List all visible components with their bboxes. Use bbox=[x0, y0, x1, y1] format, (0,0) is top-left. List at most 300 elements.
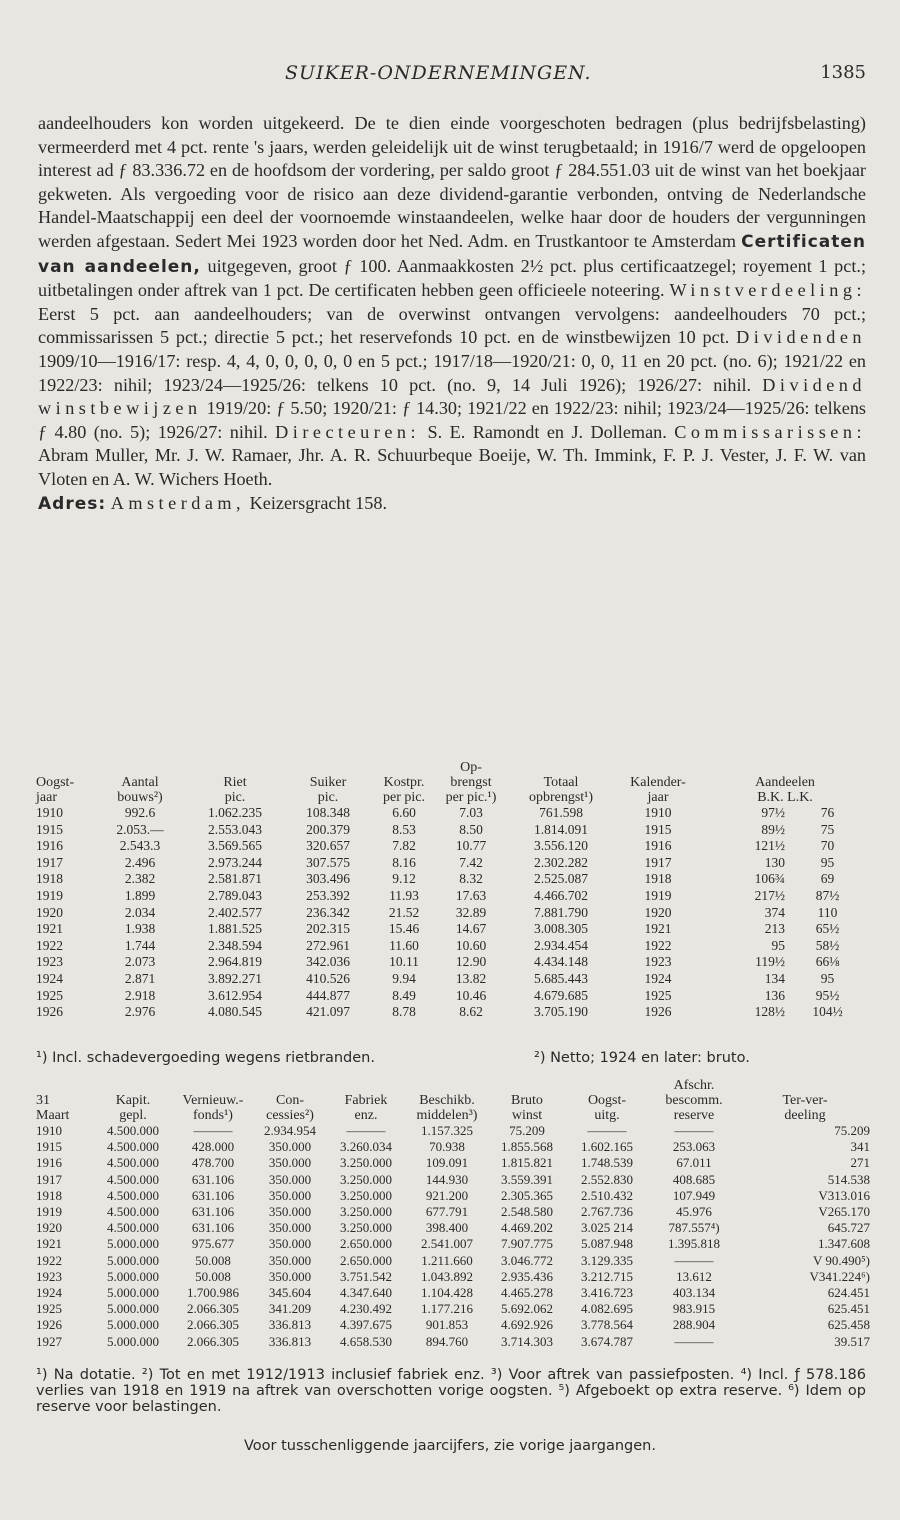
table-cell: 350.000 bbox=[268, 1252, 312, 1268]
table-row bbox=[36, 921, 870, 938]
table-cell: 1922 bbox=[36, 1252, 62, 1268]
table-cell: 119½ bbox=[755, 954, 785, 970]
table-cell: 2.581.871 bbox=[208, 871, 262, 887]
table-cell: 1910 bbox=[644, 805, 672, 820]
table-cell: 50.008 bbox=[195, 1268, 231, 1284]
table-row bbox=[36, 1285, 870, 1301]
table-cell: 3.612.954 bbox=[208, 987, 262, 1003]
table-cell: 1917 bbox=[36, 1171, 62, 1187]
table-cell: 1918 bbox=[36, 1187, 62, 1203]
table-cell: 2.382 bbox=[124, 871, 156, 887]
table-cell: 1926 bbox=[644, 1004, 672, 1020]
table-cell: 4.692.926 bbox=[501, 1317, 553, 1333]
table-cell: 2.305.365 bbox=[501, 1187, 553, 1203]
table-cell: 1918 bbox=[644, 871, 672, 887]
table-cell: 17.63 bbox=[455, 887, 487, 903]
table-row bbox=[36, 1334, 870, 1350]
directeuren-label: Directeuren: bbox=[275, 421, 421, 442]
table-cell: 1.104.428 bbox=[421, 1285, 473, 1301]
table-cell: 1922 bbox=[644, 937, 672, 953]
table-cell: 70.938 bbox=[429, 1139, 465, 1155]
table-cell: 421.097 bbox=[306, 1004, 350, 1020]
table-cell: 1.043.892 bbox=[421, 1268, 473, 1284]
table-row bbox=[36, 1139, 870, 1155]
table-cell: 110 bbox=[817, 904, 838, 920]
table-cell: 70 bbox=[820, 838, 835, 854]
table-cell: 1917 bbox=[36, 854, 63, 870]
table-cell: 2.871 bbox=[124, 970, 156, 986]
table-cell: 3.212.715 bbox=[581, 1268, 633, 1284]
table-cell: 1924 bbox=[644, 970, 672, 986]
table-cell: 1925 bbox=[36, 1301, 62, 1317]
table-cell: 10.77 bbox=[455, 838, 487, 854]
table-cell: 1917 bbox=[644, 854, 672, 870]
table-row bbox=[36, 1253, 870, 1269]
col-header: Aantal bouws²) bbox=[117, 775, 163, 805]
table-cell: 921.200 bbox=[425, 1187, 469, 1203]
winstverdeeling-label: Winstverdeeling: bbox=[669, 280, 866, 301]
col-header: Fabriek enz. bbox=[344, 1093, 388, 1123]
table-cell: 1.814.091 bbox=[534, 821, 588, 837]
table-cell: 4.500.000 bbox=[107, 1187, 159, 1203]
table-cell: 32.89 bbox=[455, 904, 487, 920]
table-cell: 307.575 bbox=[306, 854, 350, 870]
table-row bbox=[36, 855, 870, 872]
table-cell: 2.066.305 bbox=[187, 1317, 239, 1333]
table-cell: 1919 bbox=[644, 887, 672, 903]
col-header: Vernieuw.- fonds¹) bbox=[182, 1093, 244, 1123]
table-cell: 104½ bbox=[812, 1004, 843, 1020]
table-cell: 134 bbox=[764, 970, 785, 986]
table-cell: 3.714.303 bbox=[501, 1333, 553, 1349]
table-row bbox=[36, 1236, 870, 1252]
table-cell: ——— bbox=[587, 1123, 627, 1138]
table-cell: 67.011 bbox=[676, 1155, 712, 1171]
table-cell: ——— bbox=[674, 1333, 714, 1349]
balance-table bbox=[36, 1078, 870, 1350]
dividenden-label: Dividenden bbox=[736, 327, 866, 348]
col-header: Riet pic. bbox=[223, 775, 247, 805]
table-cell: 39.517 bbox=[834, 1333, 870, 1349]
table-cell: 350.000 bbox=[268, 1236, 312, 1252]
table-cell: 1921 bbox=[36, 921, 63, 937]
table-cell: 4.347.640 bbox=[340, 1285, 392, 1301]
table-cell: 2.066.305 bbox=[187, 1301, 239, 1317]
table-cell: 87½ bbox=[815, 887, 840, 903]
table-cell: 1918 bbox=[36, 871, 63, 887]
table-cell: 1.157.325 bbox=[421, 1123, 473, 1138]
table-cell: 1920 bbox=[36, 904, 63, 920]
table-cell: 288.904 bbox=[672, 1317, 716, 1333]
table-row bbox=[36, 1204, 870, 1220]
winstverdeeling-text: Eerst 5 pct. aan aandeelhouders; van de overwinst ontvangen vervolgens: aandeelhouders 70 pct.; commissarissen 5 pct.; directie 5 pct.; het reservefonds 10 pct. en de winstbewijzen 10 pct. bbox=[38, 303, 866, 348]
table-cell: 1915 bbox=[644, 821, 672, 837]
table-row bbox=[36, 888, 870, 905]
table-cell: 1916 bbox=[36, 1155, 62, 1171]
table-row bbox=[36, 971, 870, 988]
table-cell: 374 bbox=[764, 904, 785, 920]
table-cell: 89½ bbox=[761, 821, 785, 837]
table-cell: 3.556.120 bbox=[534, 838, 588, 854]
table-cell: 3.250.000 bbox=[340, 1187, 392, 1203]
table-cell: 7.42 bbox=[459, 854, 483, 870]
table-cell: 1.062.235 bbox=[208, 805, 262, 820]
table-row bbox=[36, 1004, 870, 1021]
table-cell: 5.000.000 bbox=[107, 1317, 159, 1333]
table-cell: 320.657 bbox=[306, 838, 350, 854]
table-row bbox=[36, 805, 870, 822]
table-cell: 5.000.000 bbox=[107, 1236, 159, 1252]
table-cell: 1920 bbox=[36, 1220, 62, 1236]
table-cell: 341.209 bbox=[268, 1301, 312, 1317]
table-cell: 2.767.736 bbox=[581, 1204, 633, 1220]
table-row bbox=[36, 954, 870, 971]
table-cell: 236.342 bbox=[306, 904, 350, 920]
table-cell: 341 bbox=[850, 1139, 870, 1155]
table-cell: 3.250.000 bbox=[340, 1204, 392, 1220]
table-cell: 8.53 bbox=[392, 821, 416, 837]
table-row bbox=[36, 1317, 870, 1333]
table-cell: 217½ bbox=[754, 887, 785, 903]
table-cell: 1927 bbox=[36, 1333, 62, 1349]
table-cell: 15.46 bbox=[388, 921, 420, 937]
table-cell: 8.32 bbox=[459, 871, 483, 887]
table-cell: 2.964.819 bbox=[208, 954, 262, 970]
table-cell: 350.000 bbox=[268, 1268, 312, 1284]
table-cell: 128½ bbox=[754, 1004, 785, 1020]
page-header bbox=[0, 62, 900, 90]
table-cell: 45.976 bbox=[676, 1204, 712, 1220]
table-cell: 75.209 bbox=[834, 1123, 870, 1138]
table-cell: 3.260.034 bbox=[340, 1139, 392, 1155]
page-number: 1385 bbox=[820, 62, 866, 83]
table-cell: 3.892.271 bbox=[208, 970, 262, 986]
table-cell: 1.748.539 bbox=[581, 1155, 633, 1171]
col-header: Beschikb. middelen³) bbox=[416, 1093, 478, 1123]
col-header: Aandeelen B.K. L.K. bbox=[755, 775, 815, 805]
table-row bbox=[36, 1269, 870, 1285]
table-cell: 5.000.000 bbox=[107, 1252, 159, 1268]
table-cell: ——— bbox=[674, 1252, 714, 1268]
table-cell: 95 bbox=[771, 937, 785, 953]
table-cell: 8.78 bbox=[392, 1004, 416, 1020]
table-cell: V341.224⁶) bbox=[809, 1268, 870, 1284]
table-cell: 253.392 bbox=[306, 887, 350, 903]
table-cell: 106¾ bbox=[754, 871, 785, 887]
table-cell: 9.12 bbox=[392, 871, 416, 887]
closing-note: Voor tusschenliggende jaarcijfers, zie vorige jaargangen. bbox=[244, 1438, 656, 1454]
table-cell: 1910 bbox=[36, 1123, 62, 1138]
table-cell: 11.93 bbox=[389, 887, 419, 903]
table-cell: 4.080.545 bbox=[208, 1004, 262, 1020]
table-cell: 631.106 bbox=[191, 1171, 235, 1187]
table-cell: 2.934.454 bbox=[534, 937, 588, 953]
table-row bbox=[36, 838, 870, 855]
running-title: SUIKER-ONDERNEMINGEN. bbox=[285, 62, 592, 84]
table-cell: 130 bbox=[764, 854, 785, 870]
table-cell: 1.881.525 bbox=[208, 921, 262, 937]
col-header: Kostpr. per pic. bbox=[383, 775, 425, 805]
table-cell: 1920 bbox=[644, 904, 672, 920]
paragraph-text: uitgegeven, groot ƒ 100. Aanmaakkosten 2½ pct. plus certificaatzegel; royement 1 pct.; uitbetalingen onder aftrek van 1 pct. De certificaten hebben geen officieele noteering. bbox=[38, 255, 866, 301]
table-cell: 1924 bbox=[36, 1285, 62, 1301]
commissarissen-text: Abram Muller, Mr. J. W. Ramaer, Jhr. A. R. Schuurbeque Boeije, W. Th. Immink, F. P. J. Vester, J. F. W. van Vloten en A. W. Wichers Hoeth. bbox=[38, 445, 866, 489]
dividend-winstbewijzen-label: Dividend winstbewijzen bbox=[38, 374, 866, 419]
col-header: Afschr. bescomm. reserve bbox=[665, 1078, 723, 1123]
table-cell: 631.106 bbox=[191, 1187, 235, 1203]
table-cell: 5.000.000 bbox=[107, 1333, 159, 1349]
table-cell: 253.063 bbox=[672, 1139, 716, 1155]
table-cell: 350.000 bbox=[268, 1155, 312, 1171]
table-cell: 13.82 bbox=[455, 970, 487, 986]
table-cell: 1916 bbox=[36, 838, 63, 854]
table-cell: 75.209 bbox=[509, 1123, 545, 1138]
table-cell: 144.930 bbox=[425, 1171, 469, 1187]
certificaten-heading: Certificaten van aandeelen, bbox=[38, 231, 867, 277]
table-cell: 625.451 bbox=[827, 1301, 870, 1317]
table-cell: 10.46 bbox=[455, 987, 487, 1003]
table-cell: 8.49 bbox=[392, 987, 416, 1003]
table-cell: 95 bbox=[820, 854, 835, 870]
table-cell: 428.000 bbox=[191, 1139, 235, 1155]
table-cell: 4.500.000 bbox=[107, 1139, 159, 1155]
col-header: Totaal opbrengst¹) bbox=[528, 775, 594, 805]
table-cell: 901.853 bbox=[425, 1317, 469, 1333]
table-cell: 336.813 bbox=[268, 1333, 312, 1349]
table-cell: 787.557⁴) bbox=[668, 1220, 720, 1236]
table-cell: 1.395.818 bbox=[668, 1236, 720, 1252]
table-cell: 1923 bbox=[644, 954, 672, 970]
table-cell: 408.685 bbox=[672, 1171, 716, 1187]
table-cell: 2.935.436 bbox=[501, 1268, 553, 1284]
footnote-right: ²) Netto; 1924 en later: bruto. bbox=[534, 1050, 750, 1066]
table-cell: 403.134 bbox=[672, 1285, 716, 1301]
table-cell: 1926 bbox=[36, 1004, 63, 1020]
table-cell: ——— bbox=[674, 1123, 714, 1138]
table-row bbox=[36, 1301, 870, 1317]
table-cell: 50.008 bbox=[195, 1252, 231, 1268]
table-cell: 3.025 214 bbox=[581, 1220, 633, 1236]
table-cell: 4.679.685 bbox=[534, 987, 588, 1003]
table-cell: 350.000 bbox=[268, 1171, 312, 1187]
table-cell: 478.700 bbox=[191, 1155, 235, 1171]
table-cell: 1919 bbox=[36, 1204, 62, 1220]
body-text bbox=[38, 112, 866, 516]
table-cell: 1925 bbox=[644, 987, 672, 1003]
table-cell: 992.6 bbox=[124, 805, 156, 820]
table-cell: 1916 bbox=[644, 838, 672, 854]
footnote-production bbox=[36, 1050, 866, 1066]
table-cell: 7.907.775 bbox=[501, 1236, 553, 1252]
table-cell: 1.211.660 bbox=[421, 1252, 473, 1268]
table-row bbox=[36, 1188, 870, 1204]
table-cell: 3.250.000 bbox=[340, 1171, 392, 1187]
table-cell: V 90.490⁵) bbox=[812, 1252, 870, 1268]
paragraph-text: aandeelhouders kon worden uitgekeerd. De te dien einde voorgeschoten bedragen (plus bedrijfsbelasting) vermeerderd met 4 pct. rente 's jaars, werden geleidelijk uit de winst terugbetaald; in 1916/7 werd de opgeloopen interest ad ƒ 83.336.72 en de hoofdsom der vordering, per saldo groot ƒ 284.551.03 uit de winst van het boekjaar gekweten. Als vergoeding voor de risico aan deze dividend-garantie verbonden, ontving de Nederlandsche Handel-Maatschappij een deel der voornoemde winstaandeelen, welke haar door de houders der vergunningen werden afgestaan. Sedert Mei 1923 worden door het Ned. Adm. en Trustkantoor te Amsterdam bbox=[38, 113, 866, 251]
table-cell: 65½ bbox=[815, 921, 840, 937]
col-header: Ter-ver- deeling bbox=[782, 1093, 828, 1123]
table-row bbox=[36, 938, 870, 955]
table-cell: 2.548.580 bbox=[501, 1204, 553, 1220]
table-cell: 4.465.278 bbox=[501, 1285, 553, 1301]
address-line bbox=[38, 492, 866, 517]
table-cell: 1921 bbox=[644, 921, 672, 937]
adres-street: Keizersgracht 158. bbox=[249, 492, 388, 513]
table-cell: 5.000.000 bbox=[107, 1285, 159, 1301]
dividend-winstbewijzen-text: 1919/20: ƒ 5.50; 1920/21: ƒ 14.30; 1921/22 en 1922/23: nihil; 1923/24—1925/26: telkens ƒ 4.80 (no. 5); 1926/27: nihil. bbox=[38, 398, 866, 442]
table-cell: 2.543.3 bbox=[119, 838, 161, 854]
table-cell: 350.000 bbox=[268, 1204, 312, 1220]
table-cell: 631.106 bbox=[191, 1204, 235, 1220]
table-cell: 1.815.821 bbox=[501, 1155, 553, 1171]
table-cell: 1.899 bbox=[124, 887, 156, 903]
production-table-header bbox=[36, 760, 870, 805]
table-cell: 2.348.594 bbox=[208, 937, 262, 953]
table-cell: V265.170 bbox=[818, 1204, 870, 1220]
table-cell: 13.612 bbox=[676, 1268, 712, 1284]
table-cell: 350.000 bbox=[268, 1187, 312, 1203]
table-cell: V313.016 bbox=[818, 1187, 870, 1203]
adres-label: Adres: bbox=[38, 493, 107, 514]
table-cell: 272.961 bbox=[306, 937, 350, 953]
table-cell: 4.082.695 bbox=[581, 1301, 633, 1317]
table-cell: 410.526 bbox=[306, 970, 350, 986]
table-cell: 2.402.577 bbox=[208, 904, 262, 920]
table-row bbox=[36, 1220, 870, 1236]
table-cell: 1923 bbox=[36, 954, 63, 970]
table-cell: 14.67 bbox=[455, 921, 487, 937]
table-cell: 975.677 bbox=[191, 1236, 235, 1252]
table-cell: 107.949 bbox=[672, 1187, 716, 1203]
table-cell: 271 bbox=[850, 1155, 870, 1171]
table-cell: 136 bbox=[764, 987, 785, 1003]
adres-city: Amsterdam, bbox=[110, 492, 246, 513]
balance-table-body bbox=[36, 1123, 870, 1350]
col-header: Bruto winst bbox=[511, 1093, 543, 1123]
production-table-body bbox=[36, 805, 870, 1021]
table-cell: 2.650.000 bbox=[340, 1236, 392, 1252]
table-cell: 4.397.675 bbox=[340, 1317, 392, 1333]
table-cell: ——— bbox=[193, 1123, 233, 1138]
dividenden-text: 1909/10—1916/17: resp. 4, 4, 0, 0, 0, 0, 0 en 5 pct.; 1917/18—1920/21: 0, 0, 11 en 20 pct. (no. 6); 1921/22 en 1922/23: nihil; 1923/24—1925/26: telkens 10 pct. (no. 9, 14 Juli 1926); 1926/27: nihil. bbox=[38, 350, 866, 395]
table-cell: 1924 bbox=[36, 970, 63, 986]
table-cell: 108.348 bbox=[306, 805, 350, 820]
col-header: 31 Maart bbox=[36, 1093, 70, 1123]
table-cell: 1915 bbox=[36, 1139, 62, 1155]
directeuren-text: S. E. Ramondt en J. Dolleman. bbox=[427, 421, 667, 442]
table-row bbox=[36, 871, 870, 888]
col-header: Kapit. gepl. bbox=[115, 1093, 151, 1123]
table-cell: 350.000 bbox=[268, 1139, 312, 1155]
table-cell: 121½ bbox=[754, 838, 785, 854]
table-cell: 95½ bbox=[815, 987, 840, 1003]
table-cell: 3.751.542 bbox=[340, 1268, 392, 1284]
table-cell: 3.250.000 bbox=[340, 1155, 392, 1171]
table-cell: 66⅛ bbox=[815, 954, 840, 970]
table-cell: 76 bbox=[820, 805, 835, 820]
table-cell: 3.569.565 bbox=[208, 838, 262, 854]
table-cell: 200.379 bbox=[306, 821, 350, 837]
production-table bbox=[36, 760, 870, 1021]
table-cell: 1923 bbox=[36, 1268, 62, 1284]
table-cell: 7.82 bbox=[392, 838, 416, 854]
table-cell: 5.685.443 bbox=[534, 970, 588, 986]
table-cell: 983.915 bbox=[672, 1301, 716, 1317]
table-cell: 3.250.000 bbox=[340, 1220, 392, 1236]
table-cell: 3.129.335 bbox=[581, 1252, 633, 1268]
col-header: Con- cessies²) bbox=[266, 1093, 314, 1123]
table-cell: 4.469.202 bbox=[501, 1220, 553, 1236]
table-cell: 6.60 bbox=[392, 805, 416, 820]
table-cell: 2.053.— bbox=[116, 821, 164, 837]
table-cell: 3.778.564 bbox=[581, 1317, 633, 1333]
table-cell: 2.541.007 bbox=[421, 1236, 473, 1252]
table-cell: 69 bbox=[820, 871, 835, 887]
paragraph bbox=[38, 112, 866, 492]
footnote-left: ¹) Incl. schadevergoeding wegens rietbranden. bbox=[36, 1050, 375, 1066]
table-cell: 5.000.000 bbox=[107, 1301, 159, 1317]
table-cell: 5.087.948 bbox=[581, 1236, 633, 1252]
table-cell: 625.458 bbox=[827, 1317, 870, 1333]
table-cell: 1915 bbox=[36, 821, 63, 837]
table-cell: 3.416.723 bbox=[581, 1285, 633, 1301]
col-header: Suiker pic. bbox=[309, 775, 347, 805]
col-header: Kalender- jaar bbox=[630, 775, 686, 805]
col-header: Oogst- uitg. bbox=[587, 1093, 627, 1123]
table-row bbox=[36, 1123, 870, 1139]
table-cell: 7.881.790 bbox=[534, 904, 588, 920]
table-cell: 4.500.000 bbox=[107, 1220, 159, 1236]
table-cell: 2.510.432 bbox=[581, 1187, 633, 1203]
table-cell: 8.16 bbox=[392, 854, 416, 870]
table-cell: 645.727 bbox=[827, 1220, 870, 1236]
table-cell: 97½ bbox=[761, 805, 785, 820]
table-cell: 21.52 bbox=[388, 904, 420, 920]
table-cell: 58½ bbox=[815, 937, 840, 953]
table-cell: 109.091 bbox=[425, 1155, 469, 1171]
footnote-balance: ¹) Na dotatie. ²) Tot en met 1912/1913 inclusief fabriek enz. ³) Voor aftrek van passiefposten. ⁴) Incl. ƒ 578.186 verlies van 1918 en 1919 na aftrek van overschotten vorige oogsten. ⁵) Afgeboekt op extra reserve. ⁶) Idem op reserve voor belastingen. bbox=[36, 1367, 866, 1415]
table-cell: 631.106 bbox=[191, 1220, 235, 1236]
table-cell: 75 bbox=[820, 821, 835, 837]
table-cell: 1.938 bbox=[124, 921, 156, 937]
table-cell: 1.347.608 bbox=[818, 1236, 870, 1252]
table-cell: 1.744 bbox=[124, 937, 156, 953]
table-cell: 303.496 bbox=[306, 871, 350, 887]
table-cell: 2.552.830 bbox=[581, 1171, 633, 1187]
table-cell: 2.496 bbox=[124, 854, 156, 870]
table-cell: 761.598 bbox=[539, 805, 583, 820]
table-cell: 336.813 bbox=[268, 1317, 312, 1333]
table-cell: 2.973.244 bbox=[208, 854, 262, 870]
commissarissen-label: Commissarissen: bbox=[674, 421, 867, 442]
table-cell: 10.11 bbox=[389, 954, 419, 970]
balance-table-header bbox=[36, 1078, 870, 1123]
table-row bbox=[36, 822, 870, 839]
table-cell: 2.034 bbox=[124, 904, 156, 920]
table-cell: 342.036 bbox=[306, 954, 350, 970]
table-cell: 677.791 bbox=[425, 1204, 469, 1220]
table-cell: 2.789.043 bbox=[208, 887, 262, 903]
table-cell: 514.538 bbox=[827, 1171, 870, 1187]
table-cell: 1922 bbox=[36, 937, 63, 953]
col-header: Oogst- jaar bbox=[36, 775, 75, 805]
table-cell: 1926 bbox=[36, 1317, 62, 1333]
table-cell: 9.94 bbox=[392, 970, 416, 986]
table-cell: 4.500.000 bbox=[107, 1123, 159, 1138]
table-cell: 5.692.062 bbox=[501, 1301, 553, 1317]
table-cell: 11.60 bbox=[389, 937, 419, 953]
table-cell: 2.650.000 bbox=[340, 1252, 392, 1268]
